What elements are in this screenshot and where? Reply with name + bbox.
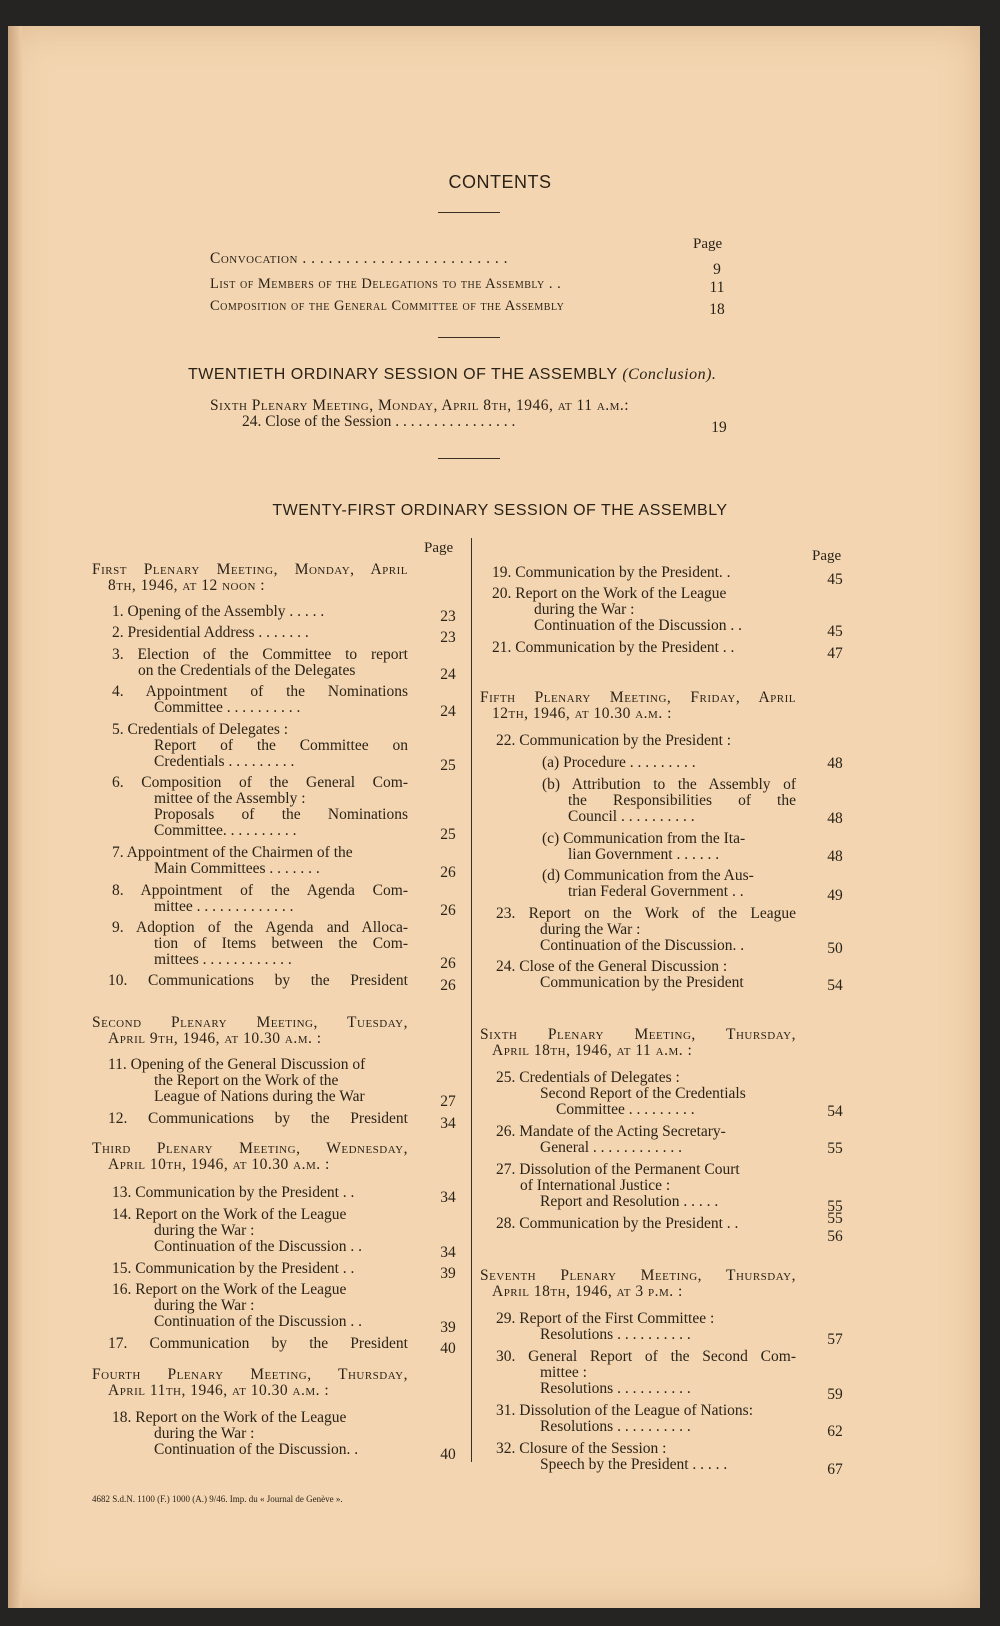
toc-entry-line: Continuation of the Discussion . .	[534, 617, 742, 634]
page-number: 47	[827, 645, 843, 662]
meeting-heading: First Plenary Meeting, Monday, April	[92, 561, 408, 578]
toc-entry-line: 2. Presidential Address . . . . . . .	[112, 624, 309, 641]
page-number: 26	[440, 902, 456, 919]
toc-entry-line: of International Justice :	[520, 1177, 671, 1194]
toc-entry-line: 12. Communications by the President	[108, 1110, 408, 1127]
toc-entry-line: Resolutions . . . . . . . . . .	[540, 1326, 691, 1343]
toc-entry-line: 28. Communication by the President . .	[496, 1215, 739, 1232]
page-number: 59	[827, 1386, 843, 1403]
page-number: 19	[711, 419, 727, 436]
toc-entry-line: mittees . . . . . . . . . . . .	[154, 951, 292, 968]
toc-entry-line: Resolutions . . . . . . . . . .	[540, 1418, 691, 1435]
toc-entry-line: 20. Report on the Work of the League	[492, 585, 727, 602]
page-number: 55	[827, 1140, 843, 1157]
divider	[438, 458, 500, 459]
toc-entry-line: (b) Attribution to the Assembly of	[542, 776, 796, 793]
toc-entry-line: Communication by the President	[540, 974, 744, 991]
toc-entry-line: 1. Opening of the Assembly . . . . .	[112, 603, 325, 620]
toc-entry-line: mittee :	[540, 1364, 587, 1381]
page-number: 18	[709, 301, 725, 318]
printer-footer: 4682 S.d.N. 1100 (F.) 1000 (A.) 9/46. Imp. du « Journal de Genève ».	[92, 1494, 343, 1504]
toc-entry-line: 8. Appointment of the Agenda Com-	[112, 882, 408, 899]
toc-entry-line: 9. Adoption of the Agenda and Alloca-	[112, 919, 408, 936]
page-number: 27	[440, 1093, 456, 1110]
toc-entry-line: Proposals of the Nominations	[154, 806, 408, 823]
toc-entry-line: 26. Mandate of the Acting Secretary-	[496, 1123, 726, 1140]
meeting-heading: Seventh Plenary Meeting, Thursday,	[480, 1267, 796, 1284]
page-number: 45	[827, 623, 843, 640]
toc-entry-line: Report and Resolution . . . . .	[540, 1193, 719, 1210]
toc-entry-line: Committee . . . . . . . . .	[556, 1101, 695, 1118]
page-number: 34	[440, 1115, 456, 1132]
toc-entry-line: during the War :	[534, 601, 635, 618]
page-number: 55	[827, 1210, 843, 1227]
toc-entry-line: Main Committees . . . . . . .	[154, 860, 320, 877]
page-number: 45	[827, 571, 843, 588]
toc-entry-line: 19. Communication by the President. .	[492, 564, 731, 581]
page-number: 26	[440, 977, 456, 994]
toc-entry-line: 17. Communication by the President	[108, 1335, 408, 1352]
toc-entry-line: 22. Communication by the President :	[496, 732, 732, 749]
page-number: 25	[440, 757, 456, 774]
toc-entry-line: 15. Communication by the President . .	[112, 1260, 355, 1277]
page-number: 11	[709, 279, 725, 296]
toc-entry-line: mittee of the Assembly :	[154, 790, 306, 807]
page-number: 40	[440, 1340, 456, 1357]
toc-entry-line: Council . . . . . . . . . .	[568, 808, 695, 825]
toc-entry-line: 7. Appointment of the Chairmen of the	[112, 844, 353, 861]
toc-entry-line: 29. Report of the First Committee :	[496, 1310, 715, 1327]
meeting-heading: 12th, 1946, at 10.30 a.m. :	[492, 705, 672, 722]
toc-entry-line: 13. Communication by the President . .	[112, 1184, 355, 1201]
page-number: 23	[440, 629, 456, 646]
session-20-conclusion: (Conclusion).	[622, 366, 717, 383]
toc-entry-line: Continuation of the Discussion . .	[154, 1313, 362, 1330]
session-21-title: TWENTY-FIRST ORDINARY SESSION OF THE ASSEMBLY	[272, 502, 728, 519]
page-number: 62	[827, 1423, 843, 1440]
toc-entry-line: 5. Credentials of Delegates :	[112, 721, 289, 738]
page-number: 54	[827, 977, 843, 994]
toc-entry-line: during the War :	[154, 1297, 255, 1314]
toc-entry-line: 27. Dissolution of the Permanent Court	[496, 1161, 740, 1178]
column-divider	[471, 538, 472, 1462]
toc-entry-line: during the War :	[154, 1425, 255, 1442]
toc-entry-line: Continuation of the Discussion. .	[540, 937, 745, 954]
toc-entry-line: 10. Communications by the President	[108, 972, 408, 989]
toc-entry-line: Report of the Committee on	[154, 737, 408, 754]
toc-entry-line: 6. Composition of the General Com-	[112, 774, 408, 791]
page-number: 25	[440, 826, 456, 843]
toc-entry-line: 25. Credentials of Delegates :	[496, 1069, 680, 1086]
toc-entry-line: 14. Report on the Work of the League	[112, 1206, 347, 1223]
toc-entry-line: tion of Items between the Com-	[154, 935, 408, 952]
toc-entry-line: Second Report of the Credentials	[540, 1085, 746, 1102]
toc-entry-line: Continuation of the Discussion . .	[154, 1238, 362, 1255]
toc-entry-line: (a) Procedure . . . . . . . . .	[542, 754, 696, 771]
page-number: 48	[827, 755, 843, 772]
page-number: 67	[827, 1461, 843, 1478]
session-20-meeting: Sixth Plenary Meeting, Monday, April 8th, 1946, at 11 a.m.:	[210, 397, 630, 414]
front-matter-item: Convocation . . . . . . . . . . . . . . . . . . . . . . . .	[210, 250, 508, 267]
toc-entry-line: 24. Close of the General Discussion :	[496, 958, 728, 975]
toc-entry-line: during the War :	[540, 921, 641, 938]
page-number: 34	[440, 1244, 456, 1261]
toc-entry-line: League of Nations during the War	[154, 1088, 365, 1105]
page-column-header: Page	[693, 236, 723, 252]
page-number: 26	[440, 864, 456, 881]
page-number: 40	[440, 1446, 456, 1463]
contents-title: CONTENTS	[448, 172, 552, 192]
toc-entry-line: 11. Opening of the General Discussion of	[108, 1056, 366, 1073]
toc-entry-line: General . . . . . . . . . . . .	[540, 1139, 683, 1156]
meeting-heading: Fourth Plenary Meeting, Thursday,	[92, 1366, 408, 1383]
toc-entry-line: 3. Election of the Committee to report	[112, 646, 408, 663]
page-number: 48	[827, 810, 843, 827]
front-matter-item: List of Members of the Delegations to the Assembly . .	[210, 276, 562, 292]
meeting-heading: April 18th, 1946, at 11 a.m. :	[492, 1042, 693, 1059]
session-20-heading	[188, 366, 716, 384]
meeting-heading: April 10th, 1946, at 10.30 a.m. :	[108, 1156, 330, 1173]
toc-entry-line: Committee. . . . . . . . . .	[154, 822, 297, 839]
toc-entry-line: 4. Appointment of the Nominations	[112, 683, 408, 700]
meeting-heading: Second Plenary Meeting, Tuesday,	[92, 1014, 408, 1031]
session-20-item: 24. Close of the Session . . . . . . . . . . . . . . . .	[242, 413, 516, 430]
meeting-heading: Third Plenary Meeting, Wednesday,	[92, 1140, 408, 1157]
toc-entry-line: the Report on the Work of the	[154, 1072, 339, 1089]
toc-entry-line: lian Government . . . . . .	[568, 846, 720, 863]
toc-entry-line: Committee . . . . . . . . . .	[154, 699, 301, 716]
toc-entry-line: 31. Dissolution of the League of Nations:	[496, 1402, 753, 1419]
toc-entry-line: during the War :	[154, 1222, 255, 1239]
page-number: 54	[827, 1103, 843, 1120]
divider	[438, 212, 500, 213]
page-column-header: Page	[424, 540, 454, 556]
page-number: 39	[440, 1265, 456, 1282]
meeting-heading: April 18th, 1946, at 3 p.m. :	[492, 1283, 683, 1300]
page-number: 48	[827, 848, 843, 865]
toc-entry-line: the Responsibilities of the	[568, 792, 796, 809]
page-number: 57	[827, 1331, 843, 1348]
page-number: 34	[440, 1189, 456, 1206]
toc-entry-line: trian Federal Government . .	[568, 883, 744, 900]
meeting-heading: Fifth Plenary Meeting, Friday, April	[480, 689, 796, 706]
page-number: 26	[440, 955, 456, 972]
page-column-header: Page	[812, 548, 842, 564]
toc-entry-line: Speech by the President . . . . .	[540, 1456, 728, 1473]
meeting-heading: Sixth Plenary Meeting, Thursday,	[480, 1026, 796, 1043]
page-number: 56	[827, 1228, 843, 1245]
page-number: 24	[440, 703, 456, 720]
toc-entry-line: (c) Communication from the Ita-	[542, 830, 746, 847]
toc-entry-line: Continuation of the Discussion. .	[154, 1441, 359, 1458]
toc-entry-line: 18. Report on the Work of the League	[112, 1409, 347, 1426]
toc-entry-line: Resolutions . . . . . . . . . .	[540, 1380, 691, 1397]
page-number: 23	[440, 608, 456, 625]
meeting-heading: 8th, 1946, at 12 noon :	[108, 577, 266, 594]
toc-entry-line: mittee . . . . . . . . . . . . .	[154, 898, 294, 915]
front-matter-item: Composition of the General Committee of the Assembly	[210, 298, 565, 314]
toc-entry-line: Credentials . . . . . . . . .	[154, 753, 295, 770]
page-number: 24	[440, 666, 456, 683]
toc-entry-line: 23. Report on the Work of the League	[496, 905, 796, 922]
page-number: 49	[827, 887, 843, 904]
toc-entry-line: 21. Communication by the President . .	[492, 639, 735, 656]
page-spine	[8, 26, 22, 1608]
page-number: 55	[827, 1198, 843, 1215]
meeting-heading: April 11th, 1946, at 10.30 a.m. :	[108, 1382, 330, 1399]
toc-entry-line: 30. General Report of the Second Com-	[496, 1348, 796, 1365]
toc-entry-line: 16. Report on the Work of the League	[112, 1281, 347, 1298]
page-number: 9	[713, 261, 721, 278]
meeting-heading: April 9th, 1946, at 10.30 a.m. :	[108, 1030, 322, 1047]
session-20-title: TWENTIETH ORDINARY SESSION OF THE ASSEMBLY	[188, 366, 618, 383]
toc-entry-line: 32. Closure of the Session :	[496, 1440, 667, 1457]
toc-entry-line: (d) Communication from the Aus-	[542, 867, 754, 884]
toc-entry-line: on the Credentials of the Delegates	[138, 662, 356, 679]
page-number: 50	[827, 940, 843, 957]
divider	[438, 337, 500, 338]
page-number: 39	[440, 1319, 456, 1336]
